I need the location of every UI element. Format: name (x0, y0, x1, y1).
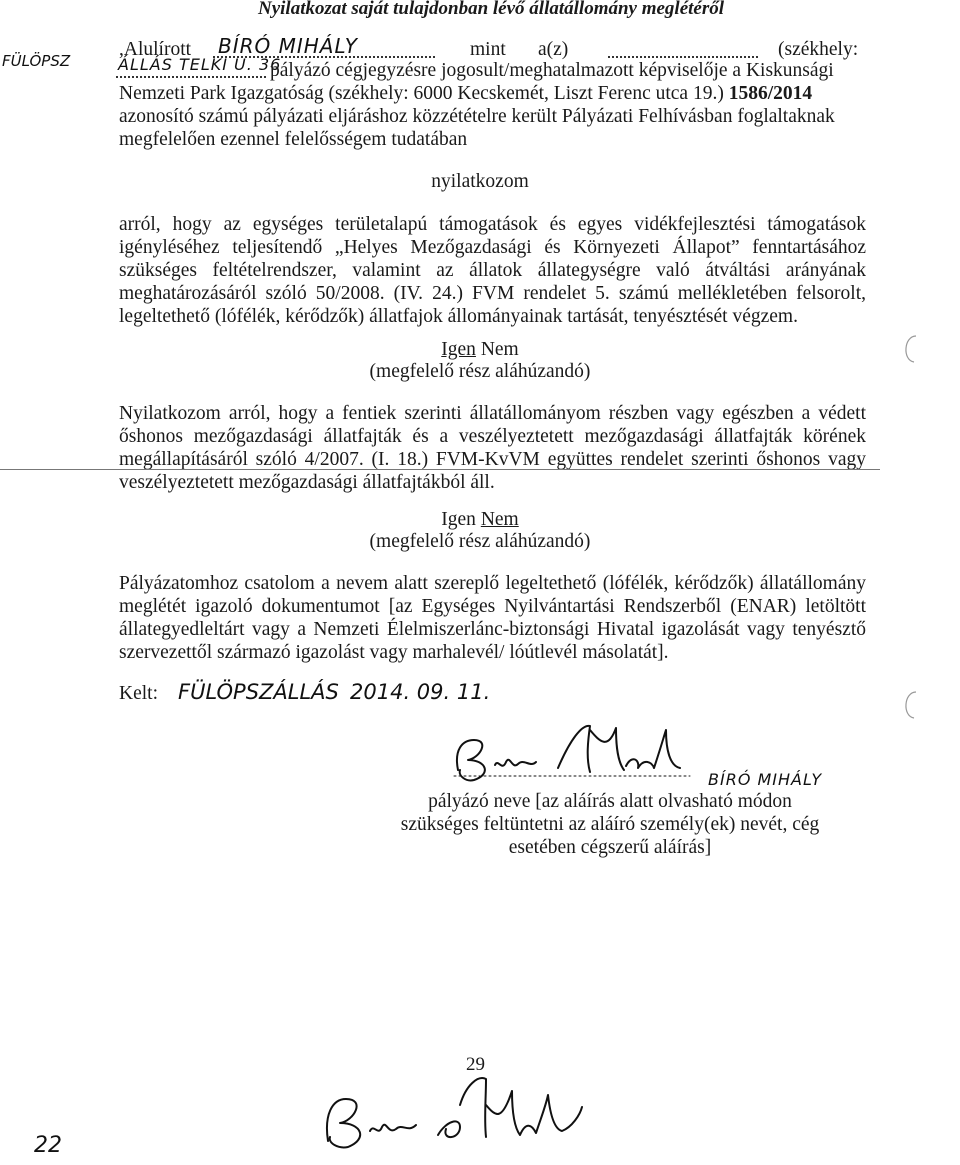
page-number: 29 (466, 1054, 485, 1075)
document-title: Nyilatkozat saját tulajdonban lévő állatállomány meglétéről (258, 0, 725, 19)
intro-line-3: Nemzeti Park Igazgatóság (székhely: 6000 Kecskemét, Liszt Ferenc utca 19.) 1586/2014 (119, 83, 813, 104)
intro-line-4: azonosító számú pályázati eljáráshoz közzétételre került Pályázati Felhívásban foglaltaknak (119, 106, 835, 127)
para2-line-1: Nyilatkozom arról, hogy a fentiek szerinti állatállományom részben vagy egészben a védett (119, 403, 866, 424)
signature-caption-line-3: esetében cégszerű aláírás] (508, 837, 712, 858)
intro-line-2: pályázó cégjegyzésre jogosult/meghatalmazott képviselője a Kiskunsági (270, 60, 834, 81)
intro-szekhely: (székhely: (778, 39, 859, 60)
para3-line-2: meglétét igazoló dokumentumot [az Egységes Nyilvántartási Rendszerből (ENAR) letöltött (119, 596, 866, 617)
signature-caption-line-1: pályázó neve [az aláírás alatt olvasható módon (428, 791, 792, 812)
para2-line-3: megállapításáról szóló 4/2007. (I. 18.) FVM-KvVM együttes rendelet szerinti őshonos vagy (119, 449, 866, 470)
handwritten-place-prefix: FÜLÖPSZ (2, 52, 71, 70)
handwritten-printed-name: BÍRÓ MIHÁLY (708, 770, 823, 789)
handwritten-kelt-date: 2014. 09. 11. (350, 680, 491, 704)
choice1-igen-underlined: Igen (441, 339, 476, 360)
scan-rule-line (0, 469, 880, 470)
signature-upper (440, 710, 700, 785)
para3-line-1: Pályázatomhoz csatolom a nevem alatt szereplő legeltethető (lófélék, kérődzők) állatállomány (119, 573, 866, 594)
para1-line-4: meghatározásáról szóló 50/2008. (IV. 24.) FVM rendelet 5. számú mellékletében felsorolt, (119, 283, 866, 304)
punch-hole-mark-lower (898, 688, 922, 722)
choice1-note: (megfelelő rész aláhúzandó) (369, 361, 591, 382)
address-dotted-line (116, 76, 266, 78)
choice1-nem: Nem (480, 339, 519, 360)
choice1 (380, 339, 580, 361)
choice2-igen: Igen (441, 509, 476, 530)
handwritten-kelt-place: FÜLÖPSZÁLLÁS (178, 680, 339, 704)
nyilatkozom-heading: nyilatkozom (431, 171, 529, 192)
signature-bottom (310, 1065, 600, 1155)
choice2-note: (megfelelő rész aláhúzandó) (369, 531, 591, 552)
para2-line-4: veszélyeztetett mezőgazdasági állatfajtákból áll. (119, 472, 495, 493)
para1-line-1: arról, hogy az egységes területalapú támogatások és egyes vidékfejlesztési támogatások (119, 214, 866, 235)
handwritten-name: BÍRÓ MIHÁLY (218, 34, 358, 58)
intro-line-5: megfelelően ezennel felelősségem tudatában (119, 129, 468, 150)
intro-mint: mint (470, 39, 506, 60)
intro-alulirott: ,Alulírott (119, 39, 192, 60)
para1-line-3: szükséges feltételrendszer, valamint az állatok állategységre való átváltási arányának (119, 260, 866, 281)
handwritten-address: ÁLLÁS TELKI U. 36 (118, 55, 282, 74)
para2-line-2: őshonos mezőgazdasági állatfajták és a veszélyeztetett mezőgazdasági állatfajták körének (119, 426, 866, 447)
company-dotted-line (608, 56, 758, 58)
para1-line-5: legeltethető (lófélék, kérődzők) állatfajok állományainak tartását, tenyésztését végzem. (119, 306, 798, 327)
para1-line-2: igényléséhez teljesítendő „Helyes Mezőgazdasági és Környezeti Állapot” fenntartásához (119, 237, 866, 258)
choice2 (380, 509, 580, 531)
punch-hole-mark-upper (898, 332, 922, 366)
choice2-nem-underlined: Nem (480, 509, 519, 530)
handwritten-margin-number: 22 (34, 1133, 62, 1158)
signature-caption-line-2: szükséges feltüntetni az aláíró személy(ek) nevét, cég (400, 814, 820, 835)
kelt-label: Kelt: (119, 683, 158, 704)
para3-line-4: szervezettől származó igazolást vagy marhalevél/ lóútlevél másolatát]. (119, 642, 669, 663)
intro-az: a(z) (538, 39, 569, 60)
para3-line-3: állategyedleltárt vagy a Nemzeti Élelmiszerlánc-biztonsági Hivatal igazolását vagy tenyésztő (119, 619, 866, 640)
